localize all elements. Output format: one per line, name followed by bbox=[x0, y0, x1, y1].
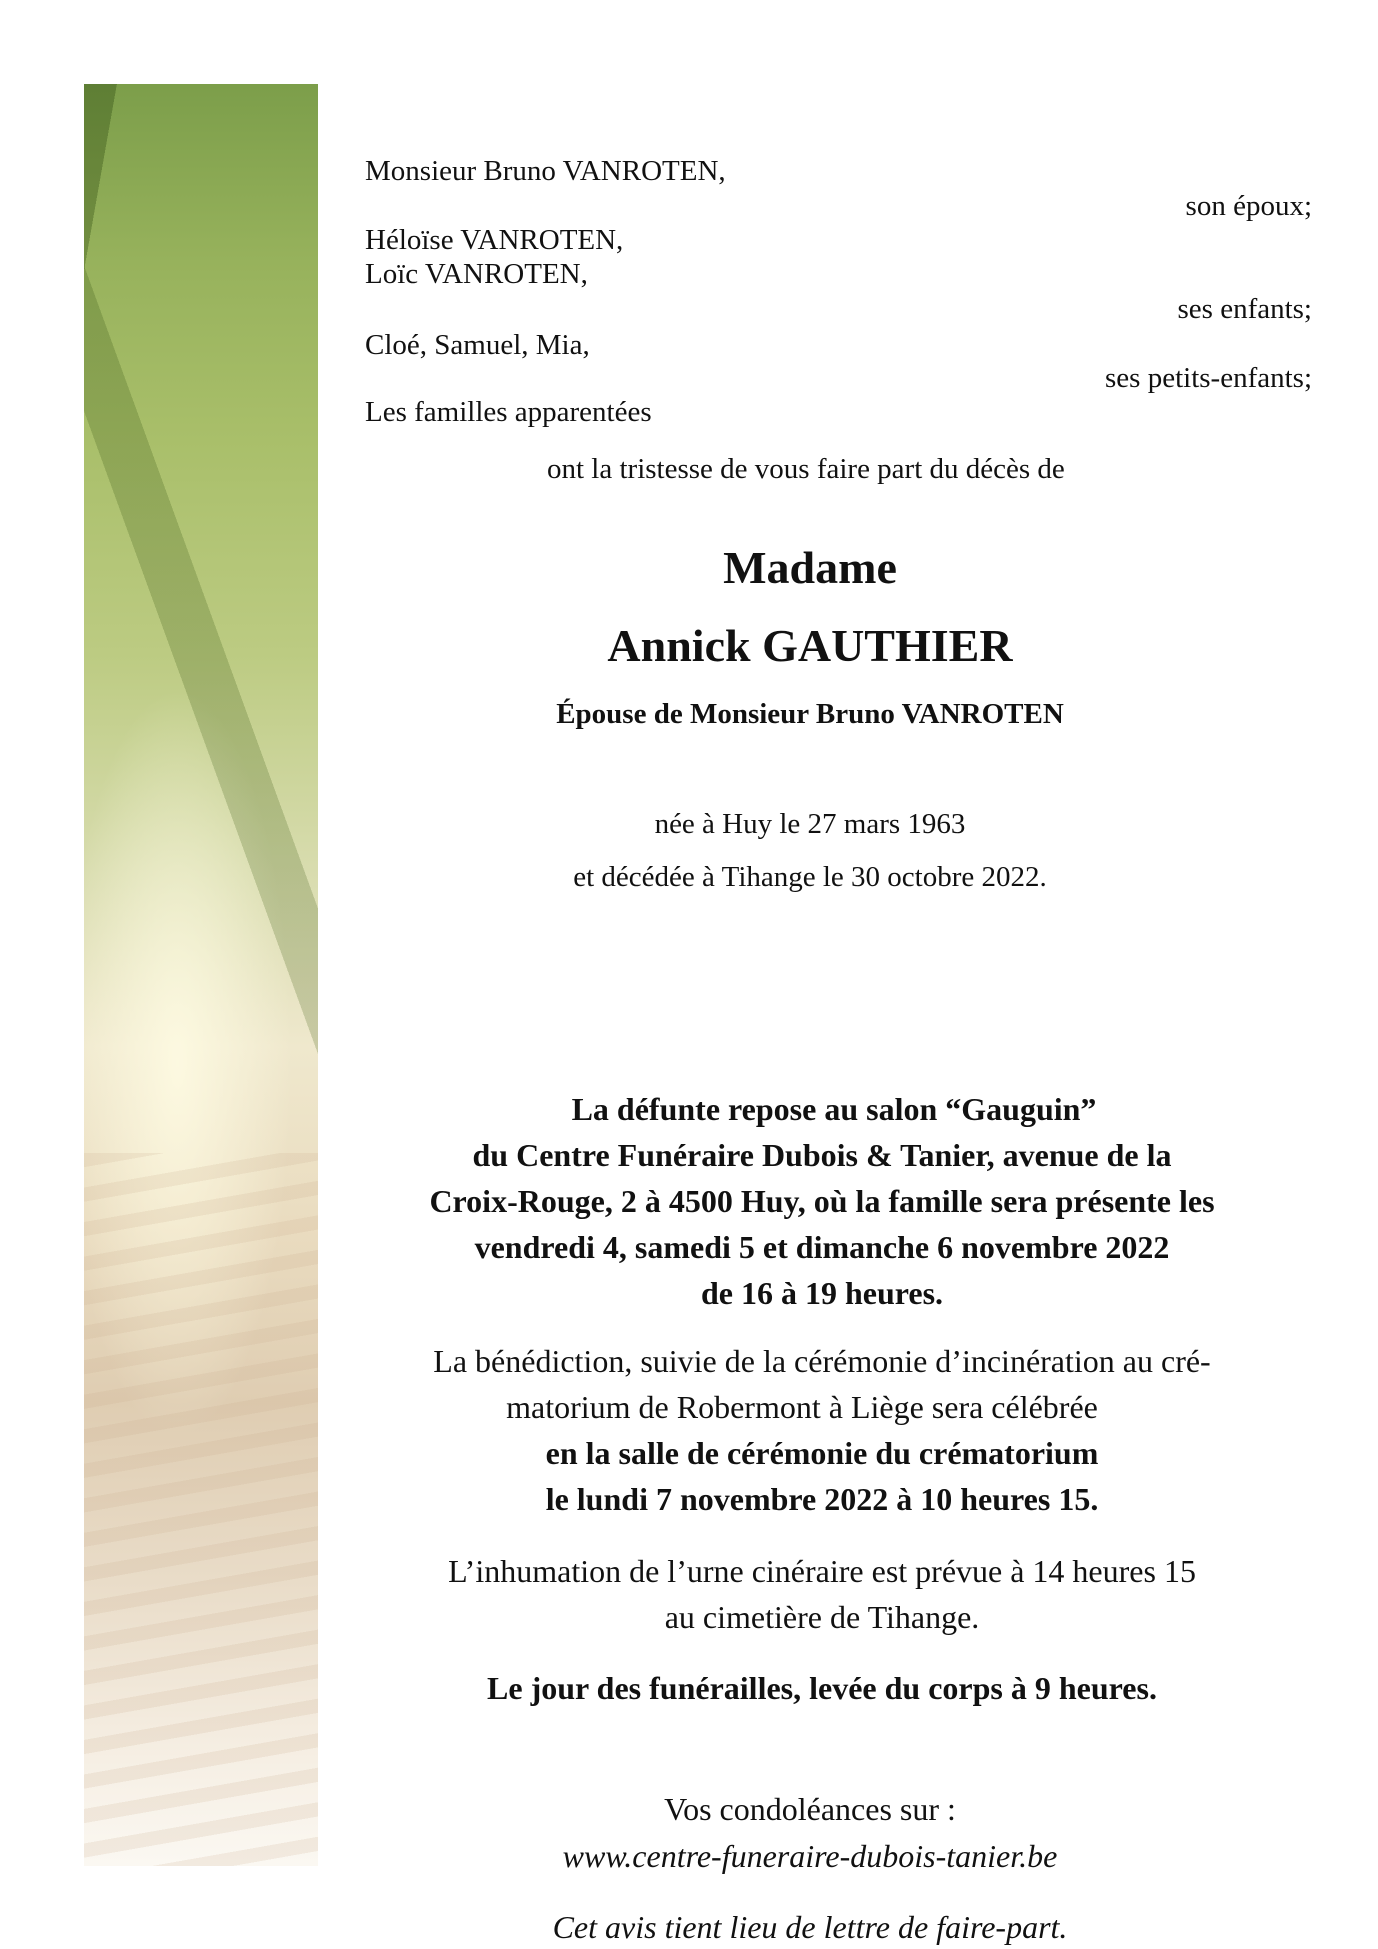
viewing-line: Croix-Rouge, 2 à 4500 Huy, où la famille sera présente les bbox=[429, 1183, 1215, 1219]
viewing-line: du Centre Funéraire Dubois & Tanier, avenue de la bbox=[472, 1137, 1172, 1173]
burial-line: L’inhumation de l’urne cinéraire est prévue à 14 heures 15 bbox=[448, 1553, 1196, 1589]
ceremony-line: matorium de Robermont à Liège sera célébrée bbox=[506, 1389, 1098, 1425]
spouse-line: Épouse de Monsieur Bruno VANROTEN bbox=[556, 698, 1064, 730]
birth-line: née à Huy le 27 mars 1963 bbox=[654, 808, 966, 840]
condolences-url[interactable]: www.centre-funeraire-dubois-tanier.be bbox=[562, 1838, 1058, 1874]
relatives-line: Les familles apparentées bbox=[365, 396, 652, 428]
announcement-line: ont la tristesse de vous faire part du décès de bbox=[547, 453, 1065, 485]
burial-paragraph bbox=[352, 1548, 1292, 1640]
notice-footer: Cet avis tient lieu de lettre de faire-part. bbox=[552, 1909, 1068, 1945]
forest-path-image bbox=[84, 84, 318, 1866]
viewing-line: La défunte repose au salon “Gauguin” bbox=[571, 1091, 1097, 1127]
burial-line: au cimetière de Tihange. bbox=[664, 1599, 980, 1635]
viewing-line: de 16 à 19 heures. bbox=[700, 1275, 944, 1311]
grandchildren-role: ses petits-enfants; bbox=[1105, 362, 1312, 394]
ceremony-paragraph bbox=[352, 1338, 1292, 1522]
deceased-title: Madame bbox=[723, 542, 897, 593]
viewing-line: vendredi 4, samedi 5 et dimanche 6 novembre 2022 bbox=[474, 1229, 1170, 1265]
ceremony-line: en la salle de cérémonie du crématorium bbox=[545, 1435, 1099, 1471]
child-name: Héloïse VANROTEN, bbox=[365, 224, 624, 256]
deceased-name: Annick GAUTHIER bbox=[607, 620, 1013, 671]
condolences-label: Vos condoléances sur : bbox=[664, 1791, 956, 1827]
ceremony-line: le lundi 7 novembre 2022 à 10 heures 15. bbox=[545, 1481, 1099, 1517]
funeral-line: Le jour des funérailles, levée du corps à 9 heures. bbox=[487, 1670, 1157, 1706]
death-line: et décédée à Tihange le 30 octobre 2022. bbox=[573, 861, 1047, 893]
viewing-paragraph bbox=[352, 1086, 1292, 1316]
grandchildren-names: Cloé, Samuel, Mia, bbox=[365, 329, 590, 361]
husband-name: Monsieur Bruno VANROTEN, bbox=[365, 155, 726, 187]
ceremony-line: La bénédiction, suivie de la cérémonie d’incinération au cré- bbox=[433, 1343, 1211, 1379]
husband-role: son époux; bbox=[1185, 190, 1312, 222]
child-name: Loïc VANROTEN, bbox=[365, 258, 588, 290]
children-role: ses enfants; bbox=[1177, 293, 1312, 325]
